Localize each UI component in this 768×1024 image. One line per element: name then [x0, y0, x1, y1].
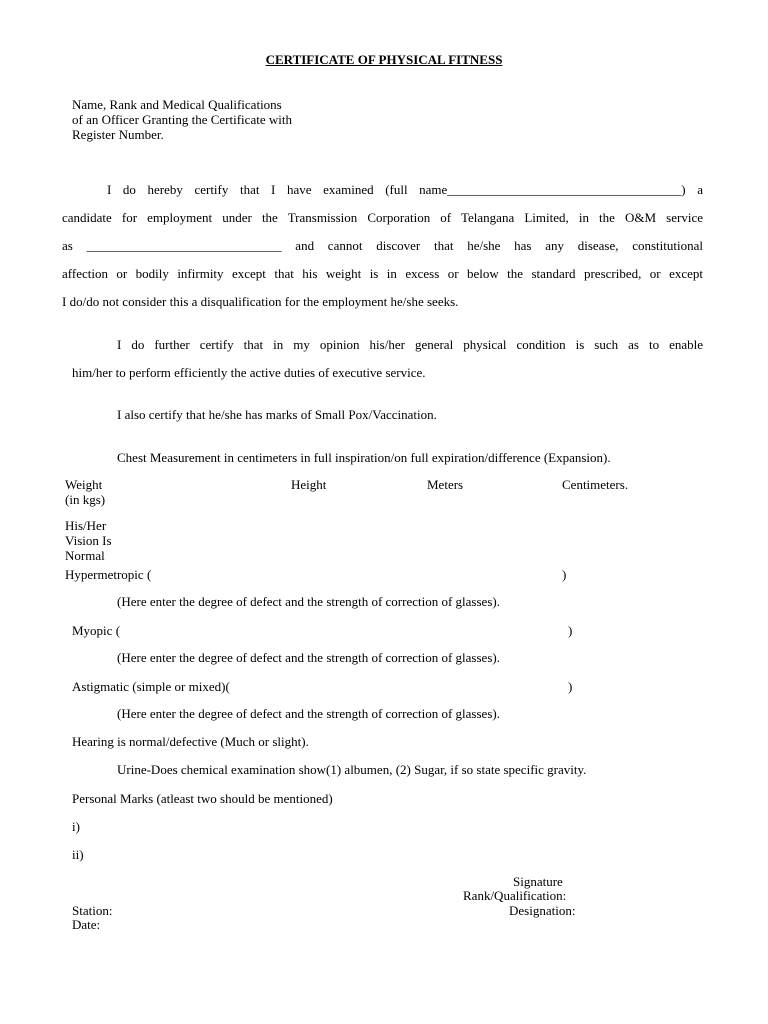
- para1-line-3: as ______________________________ and cannot discover that he/she has any disease, constitutional: [62, 238, 703, 253]
- astigmatic-label: Astigmatic (simple or mixed)(: [72, 679, 230, 694]
- hypermetropic-close: ): [562, 567, 567, 582]
- myopic-label: Myopic (: [72, 623, 121, 638]
- hypermetropic-label: Hypermetropic (: [65, 567, 152, 582]
- para2-line-1: I do further certify that in my opinion his/her general physical condition is such as to enable: [117, 337, 703, 352]
- vision-line-3: Normal: [65, 548, 105, 563]
- vision-line-1: His/Her: [65, 518, 107, 533]
- para2-line-2: him/her to perform efficiently the active duties of executive service.: [72, 365, 426, 380]
- officer-line-2: of an Officer Granting the Certificate with: [72, 112, 292, 127]
- weight-label: Weight: [65, 477, 103, 492]
- myopic-close: ): [568, 623, 573, 638]
- signature-label: Signature: [513, 874, 563, 889]
- hearing-statement: Hearing is normal/defective (Much or slight).: [72, 734, 309, 749]
- myopic-note: (Here enter the degree of defect and the strength of correction of glasses).: [117, 650, 500, 665]
- astigmatic-note: (Here enter the degree of defect and the strength of correction of glasses).: [117, 706, 500, 721]
- para1-line-4: affection or bodily infirmity except that his weight is in excess or below the standard prescribed, or except: [62, 266, 703, 281]
- chest-measurement: Chest Measurement in centimeters in full inspiration/on full expiration/difference (Expansion).: [117, 450, 611, 465]
- urine-statement: Urine-Does chemical examination show(1) albumen, (2) Sugar, if so state specific gravity.: [117, 762, 587, 777]
- officer-line-1: Name, Rank and Medical Qualifications: [72, 97, 282, 112]
- station-label: Station:: [72, 903, 113, 918]
- para1-line-5: I do/do not consider this a disqualification for the employment he/she seeks.: [62, 294, 459, 309]
- personal-marks-label: Personal Marks (atleast two should be mentioned): [72, 791, 333, 806]
- weight-unit: (in kgs): [65, 492, 106, 507]
- officer-line-3: Register Number.: [72, 127, 164, 142]
- designation-label: Designation:: [509, 903, 576, 918]
- astigmatic-close: ): [568, 679, 573, 694]
- meters-label: Meters: [427, 477, 464, 492]
- personal-mark-2: ii): [72, 847, 84, 862]
- rank-qualification-label: Rank/Qualification:: [463, 888, 567, 903]
- personal-mark-1: i): [72, 819, 80, 834]
- vision-line-2: Vision Is: [65, 533, 112, 548]
- para1-line-2: candidate for employment under the Transmission Corporation of Telangana Limited, in the O&M service: [62, 210, 703, 225]
- centimeters-label: Centimeters.: [562, 477, 629, 492]
- height-label: Height: [291, 477, 327, 492]
- smallpox-statement: I also certify that he/she has marks of Small Pox/Vaccination.: [117, 407, 437, 422]
- page-title: CERTIFICATE OF PHYSICAL FITNESS: [265, 52, 503, 67]
- hypermetropic-note: (Here enter the degree of defect and the strength of correction of glasses).: [117, 594, 500, 609]
- date-label: Date:: [72, 917, 101, 932]
- para1-line-1: I do hereby certify that I have examined (full name____________________________________) a: [107, 182, 703, 197]
